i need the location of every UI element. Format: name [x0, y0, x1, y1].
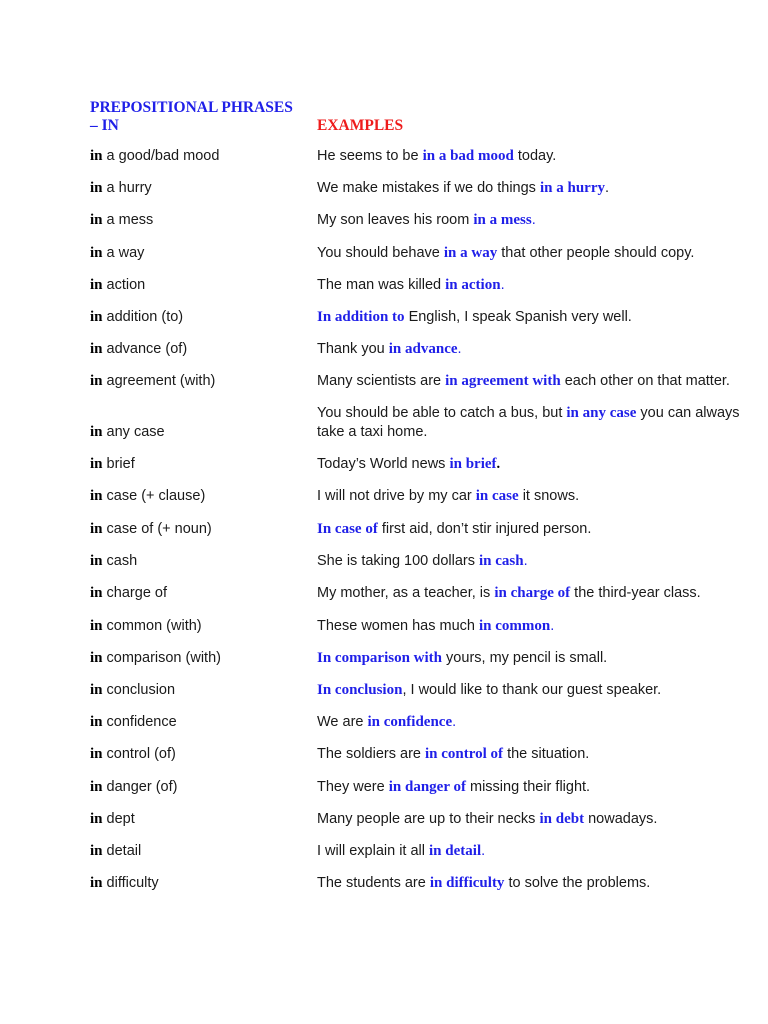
- example-text: I will explain it all: [317, 843, 430, 859]
- phrase-text: difficulty: [102, 875, 159, 891]
- phrase-text: dept: [102, 811, 135, 827]
- example-text: you can always take a taxi home.: [317, 405, 744, 440]
- phrase-keyword: in: [90, 746, 103, 762]
- example-text: .: [500, 277, 505, 293]
- example-text: .: [531, 212, 536, 228]
- phrase-text: conclusion: [102, 682, 176, 698]
- example-highlight: in difficulty: [429, 875, 505, 891]
- phrase-text: danger (of): [102, 779, 178, 795]
- phrase-text: action: [102, 277, 146, 293]
- phrase-keyword: in: [90, 585, 103, 601]
- example-highlight: in confidence: [367, 714, 453, 730]
- example-text: We are: [317, 714, 368, 730]
- example-text: They were: [317, 779, 389, 795]
- phrase-keyword: in: [90, 341, 103, 357]
- phrase-keyword: in: [90, 553, 103, 569]
- example-highlight: in charge of: [494, 585, 571, 601]
- example-text: missing their flight.: [465, 779, 591, 795]
- example-highlight: in case: [475, 488, 519, 504]
- phrase-keyword: in: [90, 456, 103, 472]
- example-text: You should be able to catch a bus, but: [317, 405, 567, 421]
- example-text: You should behave: [317, 245, 444, 261]
- example-highlight: In addition to: [317, 309, 405, 325]
- example-text: Many people are up to their necks: [317, 811, 540, 827]
- example-text: each other on that matter.: [560, 373, 730, 389]
- example-highlight: in a way: [443, 245, 498, 261]
- phrase-keyword: in: [90, 373, 103, 389]
- example-text: it snows.: [518, 488, 580, 504]
- example-text: She is taking 100 dollars: [317, 553, 480, 569]
- example-text: I will not drive by my car: [317, 488, 476, 504]
- phrase-keyword: in: [90, 212, 103, 228]
- example-highlight: in a bad mood: [422, 148, 514, 164]
- phrase-text: a mess: [102, 212, 154, 228]
- phrase-keyword: in: [90, 714, 103, 730]
- example-text: .: [457, 341, 462, 357]
- example-text: The soldiers are: [317, 746, 425, 762]
- phrase-keyword: in: [90, 148, 103, 164]
- phrase-keyword: in: [90, 811, 103, 827]
- example-text: the situation.: [503, 746, 590, 762]
- example-text: .: [481, 843, 486, 859]
- example-highlight: in common: [479, 618, 551, 634]
- phrase-text: confidence: [102, 714, 177, 730]
- phrase-text: any case: [102, 424, 165, 440]
- phrase-text: common (with): [102, 618, 202, 634]
- phrase-text: charge of: [102, 585, 168, 601]
- example-text: .: [452, 714, 457, 730]
- example-highlight: in a hurry: [539, 180, 605, 196]
- phrase-keyword: in: [90, 843, 103, 859]
- phrase-keyword: in: [90, 618, 103, 634]
- phrase-text: a hurry: [102, 180, 152, 196]
- phrase-text: a way: [102, 245, 145, 261]
- example-text: Thank you: [317, 341, 389, 357]
- example-text: We make mistakes if we do things: [317, 180, 540, 196]
- example-text: The man was killed: [317, 277, 446, 293]
- example-text: , I would like to thank our guest speaker.: [402, 682, 662, 698]
- example-text: Today’s World news: [317, 456, 450, 472]
- example-cell: [317, 874, 757, 893]
- phrase-keyword: in: [90, 488, 103, 504]
- phrase-keyword: in: [90, 875, 103, 891]
- example-text: .: [496, 456, 501, 472]
- phrase-keyword: in: [90, 245, 103, 261]
- example-text: .: [550, 618, 555, 634]
- example-text: nowadays.: [584, 811, 658, 827]
- phrase-text: brief: [102, 456, 135, 472]
- example-highlight: in action: [445, 277, 501, 293]
- example-highlight: In comparison with: [317, 650, 443, 666]
- example-text: yours, my pencil is small.: [442, 650, 608, 666]
- phrase-text: detail: [102, 843, 142, 859]
- phrase-keyword: in: [90, 779, 103, 795]
- example-text: that other people should copy.: [497, 245, 695, 261]
- phrase-cell: [90, 874, 159, 893]
- example-highlight: in agreement with: [445, 373, 561, 389]
- example-text: The students are: [317, 875, 430, 891]
- example-text: English, I speak Spanish very well.: [404, 309, 632, 325]
- phrase-text: addition (to): [102, 309, 184, 325]
- phrase-keyword: in: [90, 521, 103, 537]
- example-text: My mother, as a teacher, is: [317, 585, 495, 601]
- phrase-keyword: in: [90, 424, 103, 440]
- phrase-text: advance (of): [102, 341, 188, 357]
- example-highlight: in danger of: [388, 779, 466, 795]
- phrase-text: agreement (with): [102, 373, 216, 389]
- example-text: .: [604, 180, 610, 196]
- example-highlight: in debt: [539, 811, 585, 827]
- example-highlight: in a mess: [473, 212, 532, 228]
- example-highlight: In case of: [317, 521, 378, 537]
- phrase-text: case (+ clause): [102, 488, 206, 504]
- phrase-text: case of (+ noun): [102, 521, 212, 537]
- example-highlight: in cash: [479, 553, 524, 569]
- example-highlight: In conclusion: [317, 682, 403, 698]
- example-highlight: in any case: [566, 405, 637, 421]
- example-text: These women has much: [317, 618, 479, 634]
- example-text: the third-year class.: [570, 585, 701, 601]
- example-text: first aid, don’t stir injured person.: [377, 521, 592, 537]
- example-highlight: in detail: [429, 843, 482, 859]
- example-highlight: in advance: [388, 341, 458, 357]
- phrase-text: a good/bad mood: [102, 148, 220, 164]
- phrase-text: control (of): [102, 746, 176, 762]
- example-text: My son leaves his room: [317, 212, 474, 228]
- example-text: Many scientists are: [317, 373, 446, 389]
- phrase-keyword: in: [90, 309, 103, 325]
- phrase-text: cash: [102, 553, 138, 569]
- phrase-keyword: in: [90, 682, 103, 698]
- phrase-keyword: in: [90, 277, 103, 293]
- phrase-keyword: in: [90, 180, 103, 196]
- column-heading-examples: EXAMPLES: [317, 117, 404, 134]
- example-highlight: in brief: [449, 456, 497, 472]
- phrase-text: comparison (with): [102, 650, 221, 666]
- phrase-keyword: in: [90, 650, 103, 666]
- example-highlight: in control of: [425, 746, 504, 762]
- example-text: He seems to be: [317, 148, 423, 164]
- column-heading-phrases: PREPOSITIONAL PHRASES – IN: [90, 99, 293, 134]
- example-text: today.: [513, 148, 557, 164]
- example-text: .: [523, 553, 528, 569]
- example-text: to solve the problems.: [504, 875, 651, 891]
